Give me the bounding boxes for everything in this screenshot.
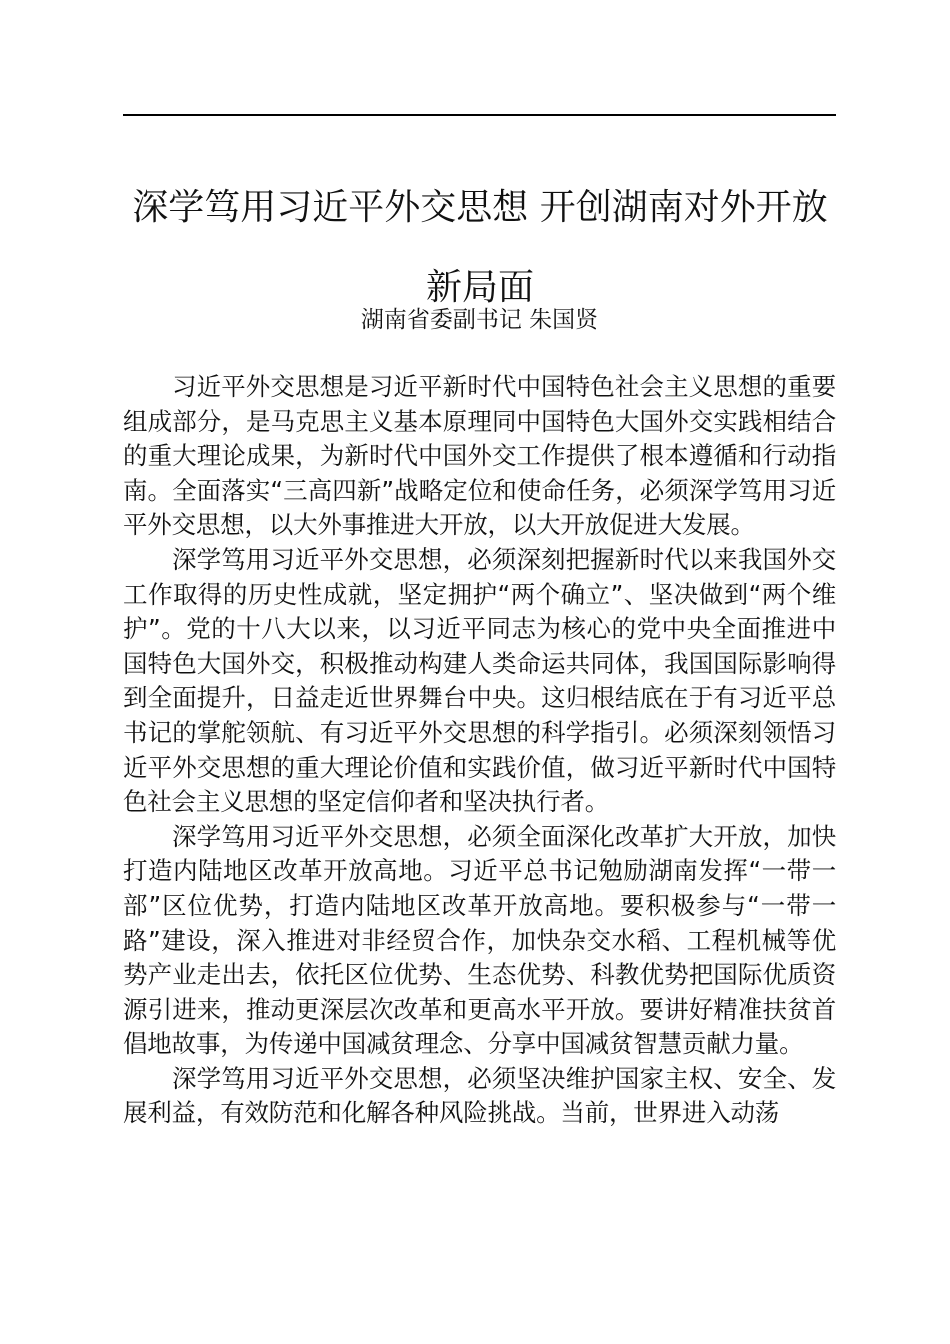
article-title: 深学笃用习近平外交思想 开创湖南对外开放新局面 <box>132 187 828 308</box>
paragraph: 习近平外交思想是习近平新时代中国特色社会主义思想的重要组成部分，是马克思主义基本原理同中国特色大国外交实践相结合的重大理论成果，为新时代中国外交工作提供了根本遵循和行动指南。全面落实“三高四新”战略定位和使命任务，必须深学笃用习近平外交思想，以大外事推进大开放，以大开放促进大发展。 <box>123 372 836 540</box>
paragraph: 深学笃用习近平外交思想，必须深刻把握新时代以来我国外交工作取得的历史性成就，坚定拥护“两个确立”、坚决做到“两个维护”。党的十八大以来，以习近平同志为核心的党中央全面推进中国特色大国外交，积极推动构建人类命运共同体，我国国际影响得到全面提升，日益走近世界舞台中央。这归根结底在于有习近平总书记的掌舵领航、有习近平外交思想的科学指引。必须深刻领悟习近平外交思想的重大理论价值和实践价值，做习近平新时代中国特色社会主义思想的坚定信仰者和坚决执行者。 <box>123 544 836 817</box>
paragraph: 深学笃用习近平外交思想，必须坚决维护国家主权、安全、发展利益，有效防范和化解各种风险挑战。当前，世界进入动荡 <box>123 1063 836 1128</box>
article-body <box>123 370 836 1131</box>
paragraph: 深学笃用习近平外交思想，必须全面深化改革扩大开放，加快打造内陆地区改革开放高地。习近平总书记勉励湖南发挥“一带一部”区位优势，打造内陆地区改革开放高地。要积极参与“一带一路”建设，深入推进对非经贸合作，加快杂交水稻、工程机械等优势产业走出去，依托区位优势、生态优势、科教优势把国际优质资源引进来，推动更深层次改革和更高水平开放。要讲好精准扶贫首倡地故事，为传递中国减贫理念、分享中国减贫智慧贡献力量。 <box>123 821 836 1059</box>
header-rule <box>123 114 836 116</box>
article-author: 湖南省委副书记 朱国贤 <box>360 307 599 333</box>
